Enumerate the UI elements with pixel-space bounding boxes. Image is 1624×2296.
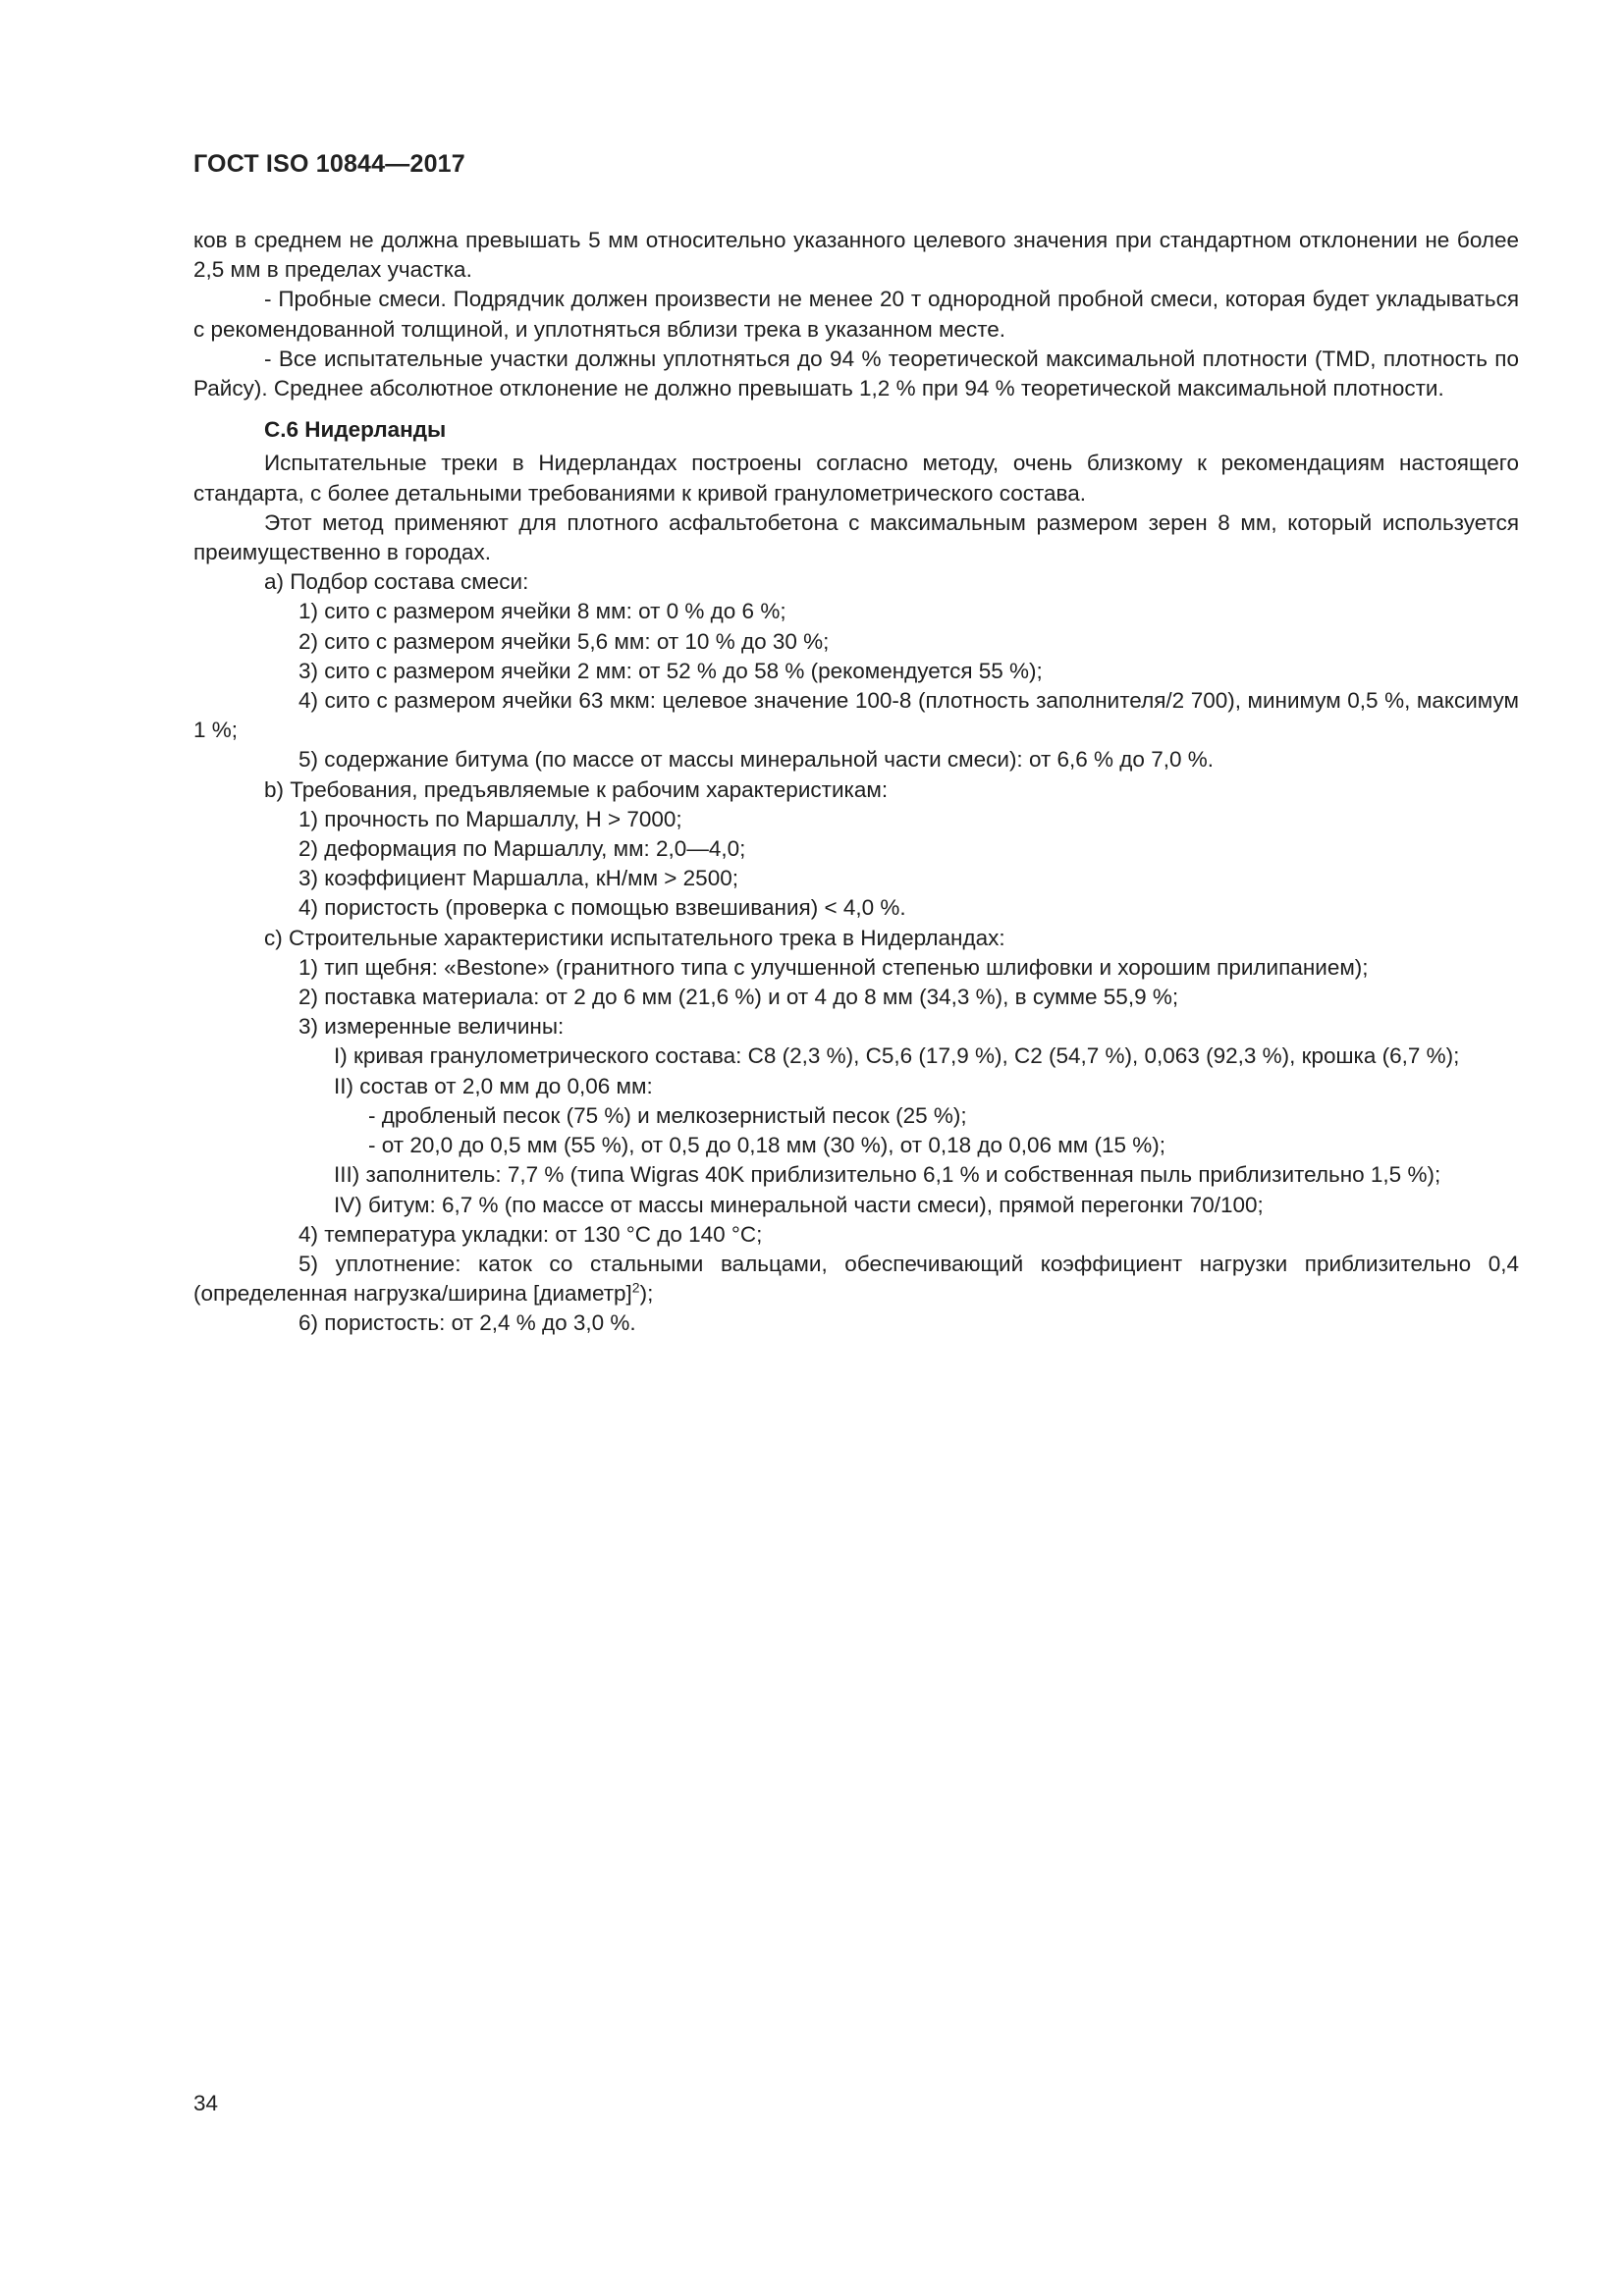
list-item: - от 20,0 до 0,5 мм (55 %), от 0,5 до 0,18 мм (30 %), от 0,18 до 0,06 мм (15 %); bbox=[368, 1133, 1166, 1158]
list-item: I) кривая гранулометрического состава: С8 (2,3 %), С5,6 (17,9 %), С2 (54,7 %), 0,063 (92,3 %), крошка (6,7 %); bbox=[334, 1043, 1460, 1069]
list-item: 3) измеренные величины: bbox=[298, 1014, 565, 1040]
list-item: a) Подбор состава смеси: bbox=[264, 569, 529, 595]
paragraph: - Пробные смеси. Подрядчик должен произвести не менее 20 т однородной пробной смеси, которая будет укладываться с рекомендованной толщиной, и уплотняться вблизи трека в указанном месте. bbox=[193, 287, 1519, 342]
list-item: 4) сито с размером ячейки 63 мкм: целевое значение 100-8 (плотность заполнителя/2 700), минимум 0,5 %, максимум 1 %; bbox=[193, 688, 1519, 743]
list-item-text-end: ); bbox=[639, 1281, 654, 1307]
list-item: IV) битум: 6,7 % (по массе от массы минеральной части смеси), прямой перегонки 70/100; bbox=[334, 1192, 1264, 1217]
list-item: 3) коэффициент Маршалла, кН/мм > 2500; bbox=[298, 866, 738, 891]
list-item: 2) деформация по Маршаллу, мм: 2,0—4,0; bbox=[298, 836, 746, 862]
list-item: 5) содержание битума (по массе от массы минеральной части смеси): от 6,6 % до 7,0 %. bbox=[298, 747, 1214, 773]
document-body bbox=[193, 226, 1519, 1339]
paragraph: - Все испытательные участки должны уплотняться до 94 % теоретической максимальной плотности (TMD, плотность по Райсу). Среднее абсолютное отклонение не должно превышать 1,2 % при 94 % теоретической максимальной плотности. bbox=[193, 346, 1519, 401]
section-title: С.6 Нидерланды bbox=[264, 417, 447, 443]
list-item: 2) сито с размером ячейки 5,6 мм: от 10 % до 30 %; bbox=[298, 628, 830, 654]
paragraph: Этот метод применяют для плотного асфальтобетона с максимальным размером зерен 8 мм, который используется преимущественно в городах. bbox=[193, 509, 1519, 565]
document-header: ГОСТ ISO 10844—2017 bbox=[193, 150, 465, 178]
list-item: II) состав от 2,0 мм до 0,06 мм: bbox=[334, 1073, 653, 1098]
list-item: - дробленый песок (75 %) и мелкозернистый песок (25 %); bbox=[368, 1102, 967, 1128]
list-item: c) Строительные характеристики испытательного трека в Нидерландах: bbox=[264, 925, 1005, 950]
list-item: 1) сито с размером ячейки 8 мм: от 0 % до 6 %; bbox=[298, 599, 786, 624]
list-item: 1) тип щебня: «Bestone» (гранитного типа с улучшенной степенью шлифовки и хорошим прилипанием); bbox=[298, 954, 1369, 980]
list-item: III) заполнитель: 7,7 % (типа Wigras 40K приблизительно 6,1 % и собственная пыль приблизительно 1,5 %); bbox=[334, 1162, 1441, 1188]
paragraph: ков в среднем не должна превышать 5 мм относительно указанного целевого значения при стандартном отклонении не более 2,5 мм в пределах участка. bbox=[193, 228, 1519, 283]
list-item: 1) прочность по Маршаллу, Н > 7000; bbox=[298, 806, 682, 831]
list-item: 6) пористость: от 2,4 % до 3,0 %. bbox=[298, 1310, 636, 1336]
list-item bbox=[193, 1250, 1519, 1308]
list-item: 4) пористость (проверка с помощью взвешивания) < 4,0 %. bbox=[298, 895, 906, 921]
list-item: 4) температура укладки: от 130 °С до 140 °С; bbox=[298, 1221, 763, 1247]
list-item-text: 5) уплотнение: каток со стальными вальцами, обеспечивающий коэффициент нагрузки приблизительно 0,4 (определенная нагрузка/ширина [диаметр] bbox=[193, 1251, 1519, 1307]
list-item: 3) сито с размером ячейки 2 мм: от 52 % до 58 % (рекомендуется 55 %); bbox=[298, 658, 1043, 683]
paragraph: Испытательные треки в Нидерландах построены согласно методу, очень близкому к рекомендациям настоящего стандарта, с более детальными требованиями к кривой гранулометрического состава. bbox=[193, 451, 1519, 506]
list-item: 2) поставка материала: от 2 до 6 мм (21,6 %) и от 4 до 8 мм (34,3 %), в сумме 55,9 %; bbox=[298, 985, 1179, 1010]
list-item: b) Требования, предъявляемые к рабочим характеристикам: bbox=[264, 776, 889, 802]
superscript: 2 bbox=[631, 1279, 640, 1296]
page-number: 34 bbox=[193, 2091, 219, 2115]
